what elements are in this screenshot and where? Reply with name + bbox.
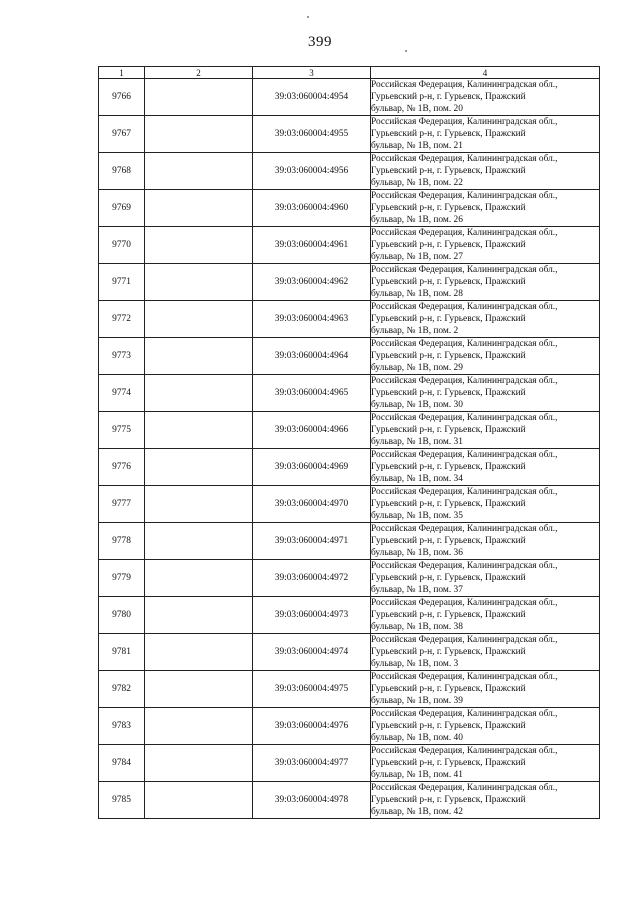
table-row — [99, 116, 600, 153]
row-number: 9776 — [99, 449, 145, 486]
table-row — [99, 560, 600, 597]
address-cell — [371, 227, 600, 264]
address-cell — [371, 338, 600, 375]
row-column-2 — [145, 264, 253, 301]
row-number: 9775 — [99, 412, 145, 449]
row-column-2 — [145, 782, 253, 819]
table-row — [99, 782, 600, 819]
address-line: Гурьевский р-н, г. Гурьевск, Пражский — [371, 536, 526, 546]
address-line: Гурьевский р-н, г. Гурьевск, Пражский — [371, 277, 526, 287]
table-row — [99, 708, 600, 745]
cadastral-number: 39:03:060004:4977 — [253, 745, 371, 782]
address-line: Российская Федерация, Калининградская обл., — [371, 672, 558, 682]
table-row — [99, 190, 600, 227]
row-number: 9778 — [99, 523, 145, 560]
address-line: Российская Федерация, Калининградская обл., — [371, 413, 558, 423]
table-row — [99, 153, 600, 190]
address-line: Гурьевский р-н, г. Гурьевск, Пражский — [371, 314, 526, 324]
address-line: Гурьевский р-н, г. Гурьевск, Пражский — [371, 462, 526, 472]
row-number: 9772 — [99, 301, 145, 338]
address-cell — [371, 634, 600, 671]
address-line: Гурьевский р-н, г. Гурьевск, Пражский — [371, 92, 526, 102]
address-line: бульвар, № 1В, пом. 41 — [371, 770, 463, 780]
cadastral-number: 39:03:060004:4969 — [253, 449, 371, 486]
row-number: 9773 — [99, 338, 145, 375]
table-row — [99, 486, 600, 523]
register-table — [98, 66, 600, 819]
row-column-2 — [145, 745, 253, 782]
address-line: бульвар, № 1В, пом. 39 — [371, 696, 463, 706]
row-number: 9784 — [99, 745, 145, 782]
page-number: 399 — [308, 34, 332, 50]
row-column-2 — [145, 597, 253, 634]
address-line: бульвар, № 1В, пом. 40 — [371, 733, 463, 743]
address-cell — [371, 153, 600, 190]
table-row — [99, 597, 600, 634]
address-line: Гурьевский р-н, г. Гурьевск, Пражский — [371, 166, 526, 176]
address-cell — [371, 116, 600, 153]
row-number: 9766 — [99, 79, 145, 116]
address-line: бульвар, № 1В, пом. 34 — [371, 474, 463, 484]
cadastral-number: 39:03:060004:4970 — [253, 486, 371, 523]
address-line: Российская Федерация, Калининградская обл., — [371, 524, 558, 534]
address-line: Российская Федерация, Калининградская обл., — [371, 487, 558, 497]
address-line: Гурьевский р-н, г. Гурьевск, Пражский — [371, 795, 526, 805]
row-column-2 — [145, 708, 253, 745]
cadastral-number: 39:03:060004:4956 — [253, 153, 371, 190]
table-row — [99, 449, 600, 486]
address-line: Гурьевский р-н, г. Гурьевск, Пражский — [371, 573, 526, 583]
table-row — [99, 745, 600, 782]
cadastral-number: 39:03:060004:4965 — [253, 375, 371, 412]
table-row — [99, 412, 600, 449]
address-cell — [371, 782, 600, 819]
cadastral-number: 39:03:060004:4975 — [253, 671, 371, 708]
row-number: 9774 — [99, 375, 145, 412]
address-line: бульвар, № 1В, пом. 30 — [371, 400, 463, 410]
address-cell — [371, 449, 600, 486]
address-line: бульвар, № 1В, пом. 2 — [371, 326, 459, 336]
table-row — [99, 264, 600, 301]
address-line: Российская Федерация, Калининградская обл., — [371, 154, 558, 164]
row-number: 9769 — [99, 190, 145, 227]
address-cell — [371, 190, 600, 227]
address-cell — [371, 523, 600, 560]
address-line: бульвар, № 1В, пом. 27 — [371, 252, 463, 262]
address-line: Российская Федерация, Калининградская обл., — [371, 117, 558, 127]
cadastral-number: 39:03:060004:4978 — [253, 782, 371, 819]
row-number: 9767 — [99, 116, 145, 153]
address-cell — [371, 560, 600, 597]
row-column-2 — [145, 449, 253, 486]
cadastral-number: 39:03:060004:4974 — [253, 634, 371, 671]
address-line: Гурьевский р-н, г. Гурьевск, Пражский — [371, 499, 526, 509]
cadastral-number: 39:03:060004:4964 — [253, 338, 371, 375]
row-number: 9779 — [99, 560, 145, 597]
cadastral-number: 39:03:060004:4962 — [253, 264, 371, 301]
table-row — [99, 338, 600, 375]
address-cell — [371, 745, 600, 782]
address-line: Российская Федерация, Калининградская обл., — [371, 339, 558, 349]
address-cell — [371, 79, 600, 116]
cadastral-number: 39:03:060004:4973 — [253, 597, 371, 634]
row-column-2 — [145, 153, 253, 190]
column-header-2: 2 — [145, 67, 253, 79]
address-line: бульвар, № 1В, пом. 36 — [371, 548, 463, 558]
row-number: 9777 — [99, 486, 145, 523]
cadastral-number: 39:03:060004:4963 — [253, 301, 371, 338]
table-row — [99, 375, 600, 412]
row-column-2 — [145, 190, 253, 227]
table-row — [99, 634, 600, 671]
row-number: 9783 — [99, 708, 145, 745]
address-line: Гурьевский р-н, г. Гурьевск, Пражский — [371, 684, 526, 694]
row-column-2 — [145, 486, 253, 523]
address-line: Гурьевский р-н, г. Гурьевск, Пражский — [371, 129, 526, 139]
row-column-2 — [145, 79, 253, 116]
address-line: Российская Федерация, Калининградская обл., — [371, 265, 558, 275]
address-line: Гурьевский р-н, г. Гурьевск, Пражский — [371, 351, 526, 361]
cadastral-number: 39:03:060004:4966 — [253, 412, 371, 449]
row-column-2 — [145, 634, 253, 671]
address-line: Российская Федерация, Калининградская обл., — [371, 450, 558, 460]
row-column-2 — [145, 560, 253, 597]
row-column-2 — [145, 412, 253, 449]
table-row — [99, 301, 600, 338]
address-line: Российская Федерация, Калининградская обл., — [371, 635, 558, 645]
row-number: 9780 — [99, 597, 145, 634]
cadastral-number: 39:03:060004:4954 — [253, 79, 371, 116]
column-header-address: 4 — [371, 67, 600, 79]
address-cell — [371, 671, 600, 708]
row-column-2 — [145, 116, 253, 153]
row-column-2 — [145, 227, 253, 264]
address-cell — [371, 412, 600, 449]
row-column-2 — [145, 523, 253, 560]
address-line: Гурьевский р-н, г. Гурьевск, Пражский — [371, 610, 526, 620]
row-number: 9768 — [99, 153, 145, 190]
address-line: Российская Федерация, Калининградская обл., — [371, 80, 558, 90]
address-line: Гурьевский р-н, г. Гурьевск, Пражский — [371, 721, 526, 731]
address-line: бульвар, № 1В, пом. 31 — [371, 437, 463, 447]
address-cell — [371, 708, 600, 745]
address-line: Российская Федерация, Калининградская обл., — [371, 191, 558, 201]
address-line: Российская Федерация, Калининградская обл., — [371, 783, 558, 793]
row-number: 9785 — [99, 782, 145, 819]
table-row — [99, 227, 600, 264]
cadastral-number: 39:03:060004:4955 — [253, 116, 371, 153]
address-line: бульвар, № 1В, пом. 21 — [371, 141, 463, 151]
address-cell — [371, 264, 600, 301]
row-column-2 — [145, 338, 253, 375]
column-header-number: 1 — [99, 67, 145, 79]
cadastral-number: 39:03:060004:4976 — [253, 708, 371, 745]
address-line: Гурьевский р-н, г. Гурьевск, Пражский — [371, 240, 526, 250]
cadastral-number: 39:03:060004:4960 — [253, 190, 371, 227]
register-table-body — [99, 67, 600, 819]
cadastral-number: 39:03:060004:4971 — [253, 523, 371, 560]
address-line: бульвар, № 1В, пом. 28 — [371, 289, 463, 299]
row-number: 9770 — [99, 227, 145, 264]
address-line: Российская Федерация, Калининградская обл., — [371, 746, 558, 756]
address-line: бульвар, № 1В, пом. 38 — [371, 622, 463, 632]
address-line: Российская Федерация, Калининградская обл., — [371, 598, 558, 608]
address-line: Российская Федерация, Калининградская обл., — [371, 228, 558, 238]
address-line: Гурьевский р-н, г. Гурьевск, Пражский — [371, 203, 526, 213]
address-line: бульвар, № 1В, пом. 42 — [371, 807, 463, 817]
row-number: 9771 — [99, 264, 145, 301]
address-line: Гурьевский р-н, г. Гурьевск, Пражский — [371, 647, 526, 657]
address-line: бульвар, № 1В, пом. 3 — [371, 659, 459, 669]
table-row — [99, 671, 600, 708]
address-line: бульвар, № 1В, пом. 29 — [371, 363, 463, 373]
address-cell — [371, 301, 600, 338]
address-cell — [371, 375, 600, 412]
row-column-2 — [145, 301, 253, 338]
address-line: Российская Федерация, Калининградская обл., — [371, 302, 558, 312]
address-line: бульвар, № 1В, пом. 20 — [371, 104, 463, 114]
table-row — [99, 523, 600, 560]
row-column-2 — [145, 375, 253, 412]
address-line: Гурьевский р-н, г. Гурьевск, Пражский — [371, 425, 526, 435]
cadastral-number: 39:03:060004:4972 — [253, 560, 371, 597]
address-line: бульвар, № 1В, пом. 26 — [371, 215, 463, 225]
address-line: Гурьевский р-н, г. Гурьевск, Пражский — [371, 388, 526, 398]
address-line: бульвар, № 1В, пом. 37 — [371, 585, 463, 595]
address-line: Российская Федерация, Калининградская обл., — [371, 709, 558, 719]
scan-speck — [307, 16, 309, 18]
row-column-2 — [145, 671, 253, 708]
address-cell — [371, 486, 600, 523]
address-line: Гурьевский р-н, г. Гурьевск, Пражский — [371, 758, 526, 768]
address-cell — [371, 597, 600, 634]
address-line: бульвар, № 1В, пом. 22 — [371, 178, 463, 188]
row-number: 9781 — [99, 634, 145, 671]
address-line: Российская Федерация, Калининградская обл., — [371, 376, 558, 386]
address-line: бульвар, № 1В, пом. 35 — [371, 511, 463, 521]
column-header-row — [99, 67, 600, 79]
address-line: Российская Федерация, Калининградская обл., — [371, 561, 558, 571]
table-row — [99, 79, 600, 116]
row-number: 9782 — [99, 671, 145, 708]
column-header-cadastral: 3 — [253, 67, 371, 79]
cadastral-number: 39:03:060004:4961 — [253, 227, 371, 264]
